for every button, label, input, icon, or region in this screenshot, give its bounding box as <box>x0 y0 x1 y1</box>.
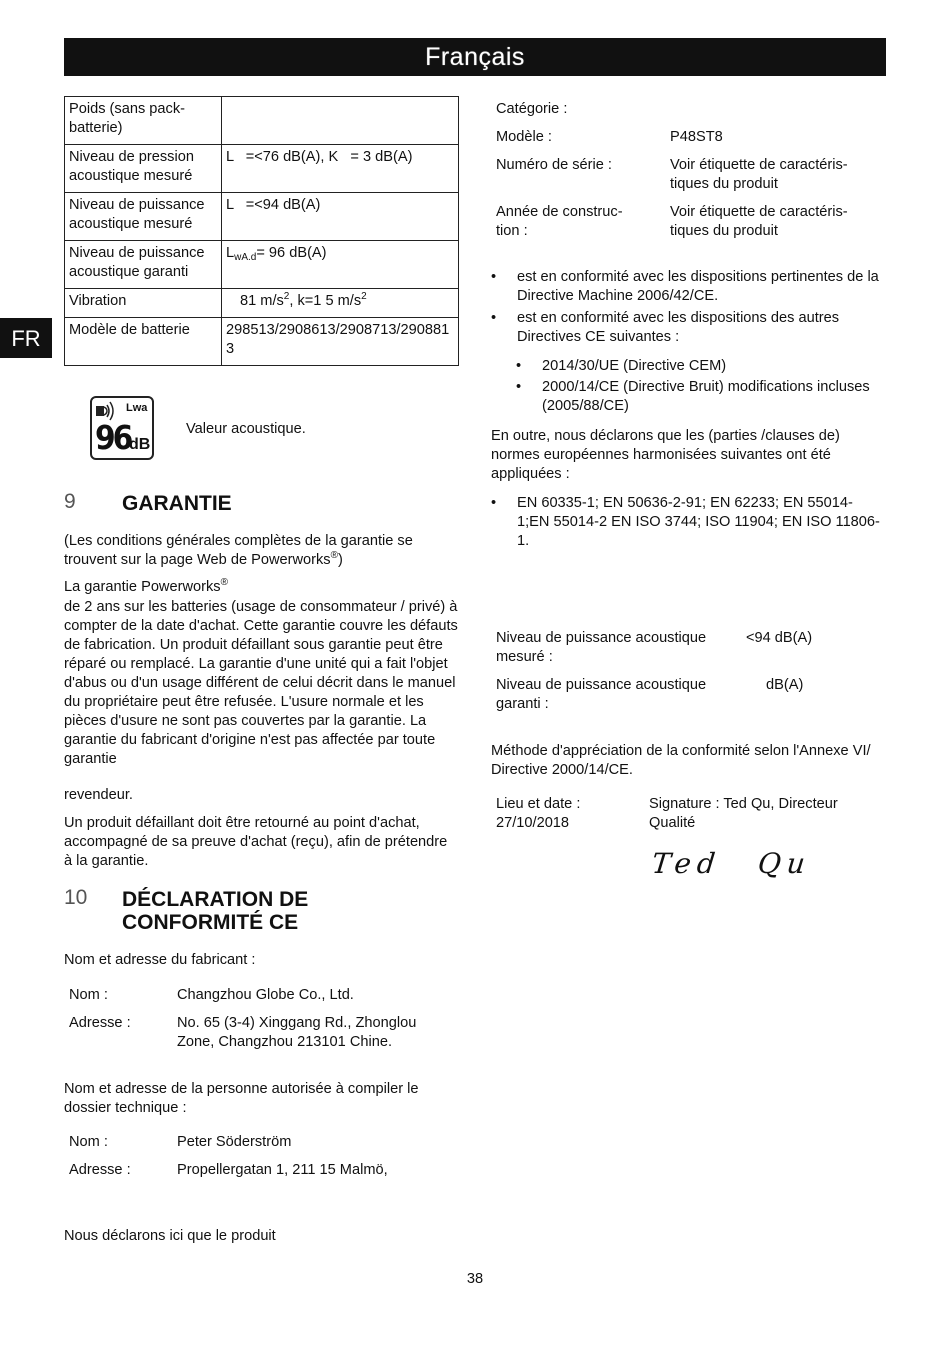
field-value: Propellergatan 1, 211 15 Malmö, <box>177 1162 388 1178</box>
registered-mark: ® <box>330 550 338 561</box>
section-title-line: DÉCLARATION DE <box>122 888 309 911</box>
vibration-b: , k=1 5 m/s <box>289 293 362 309</box>
field-label: Niveau de puissance acoustique garanti : <box>496 677 707 712</box>
field-value: Peter Söderström <box>177 1134 292 1150</box>
warranty-text: de 2 ans sur les batteries (usage de consommateur / privé) à compter de la date d'achat. Cette garantie couvre les défauts de fabrication. Un produit défaillant sous garantie peut être réparé ou remplacé. La garantie d'une unité qui a fait l'objet d'abus ou d'un usage différent de celui décrit dans le manuel du propriétaire peut être refusée. L'usure normale et les pièces d'usure ne sont pas couvertes par la garantie. La garantie du fabricant d'origine n'est pas affectée par toute garantie <box>64 599 458 767</box>
spec-value: L =<94 dB(A) <box>222 193 459 241</box>
field-label: Nom : <box>69 987 108 1003</box>
field-label: Numéro de série : <box>496 157 612 173</box>
spec-value <box>222 289 459 318</box>
field-label: Nom : <box>69 1134 108 1150</box>
field-value: P48ST8 <box>670 129 723 145</box>
manufacturer-name-row <box>69 986 459 1005</box>
bullet-icon: • <box>491 310 497 326</box>
field-label: Année de construc-tion : <box>496 204 623 239</box>
field-value: dB(A) <box>766 677 804 693</box>
warranty-return: Un produit défaillant doit être retourné au point d'achat, accompagné de sa preuve d'achat (reçu), afin de prétendre à la garantie. <box>64 815 448 869</box>
value-suffix: = 96 dB(A) <box>256 245 327 261</box>
manufacturer-info <box>69 986 459 1052</box>
section-10-heading <box>64 886 459 934</box>
field-value: Changzhou Globe Co., Ltd. <box>177 987 354 1003</box>
field-label: Modèle : <box>496 129 552 145</box>
signoff-row <box>496 795 876 833</box>
list-item-text: 2000/14/CE (Directive Bruit) modifications incluses (2005/88/CE) <box>542 379 870 414</box>
page-number: 38 <box>466 1271 484 1287</box>
list-item-text: est en conformité avec les dispositions pertinentes de la Directive Machine 2006/42/CE. <box>517 269 879 304</box>
superscript: 2 <box>283 291 290 302</box>
field-label: Adresse : <box>69 1015 131 1031</box>
warranty-body <box>64 578 459 769</box>
model-row <box>496 128 876 147</box>
conformity-list <box>491 268 881 416</box>
acoustic-unit: dB <box>129 436 151 453</box>
acoustic-caption: Valeur acoustique. <box>186 421 306 437</box>
list-item <box>491 357 881 376</box>
product-info <box>496 100 876 241</box>
field-label: Catégorie : <box>496 101 568 117</box>
warranty-reseller: revendeur. <box>64 787 133 803</box>
category-row <box>496 100 876 119</box>
list-item-text: EN 60335-1; EN 50636-2-91; EN 62233; EN 55014-1;EN 55014-2 EN ISO 3744; ISO 11904; EN ISO 11806-1. <box>517 495 880 549</box>
spec-value: L =<76 dB(A), K = 3 dB(A) <box>222 145 459 193</box>
place-date <box>496 795 649 833</box>
spec-value: 298513/2908613/2908713/2908813 <box>222 318 459 366</box>
field-label: Niveau de puissance acoustique mesuré : <box>496 630 707 665</box>
spec-table <box>64 96 459 366</box>
signature-label: Signature : Ted Qu, Directeur Qualité <box>649 796 838 831</box>
bullet-icon: • <box>516 358 522 374</box>
date-value: 27/10/2018 <box>496 815 570 831</box>
authorized-name-row <box>69 1133 459 1152</box>
handwritten-signature: Ted Qu <box>650 847 813 880</box>
header-title: Français <box>425 42 525 71</box>
section-title: GARANTIE <box>122 492 232 515</box>
bullet-icon: • <box>491 269 497 285</box>
declaration-statement: Nous déclarons ici que le produit <box>64 1228 276 1244</box>
section-title <box>122 888 308 934</box>
manufacturer-intro: Nom et adresse du fabricant : <box>64 952 256 968</box>
table-row <box>65 193 459 241</box>
section-number: 10 <box>64 886 88 909</box>
language-tab <box>0 318 52 358</box>
spec-label: Niveau de pression acoustique mesuré <box>65 145 222 193</box>
manufacturer-address-row <box>69 1014 459 1052</box>
vibration-a: 81 m/s <box>240 293 284 309</box>
section-title-line: CONFORMITÉ CE <box>122 911 299 934</box>
superscript: 2 <box>361 291 367 302</box>
standards-list <box>491 494 881 551</box>
page-header <box>64 38 886 76</box>
acoustic-symbol: Lwa <box>126 402 148 414</box>
field-value: Voir étiquette de caractéris-tiques du produit <box>670 157 848 192</box>
section-number: 9 <box>64 490 76 513</box>
year-row <box>496 203 876 241</box>
table-row <box>65 289 459 318</box>
measured-sound-row <box>496 629 876 667</box>
registered-mark: ® <box>220 577 228 588</box>
warranty-terms-end: ) <box>337 552 343 568</box>
spec-label: Modèle de batterie <box>65 318 222 366</box>
sound-power-table <box>496 629 876 714</box>
serial-row <box>496 156 876 194</box>
warranty-terms-text: (Les conditions générales complètes de la garantie se trouvent sur la page Web de Powerworks <box>64 533 413 568</box>
field-value: No. 65 (3-4) Xinggang Rd., Zhonglou Zone, Changzhou 213101 Chine. <box>177 1015 417 1050</box>
list-item <box>491 494 881 551</box>
language-tab-label: FR <box>11 325 41 351</box>
warranty-brand: La garantie Powerworks <box>64 579 221 595</box>
authorized-address-row <box>69 1161 459 1180</box>
value-subscript: wA.d <box>234 252 257 263</box>
conformity-method: Méthode d'appréciation de la conformité selon l'Annexe VI/ Directive 2000/14/CE. <box>491 743 871 778</box>
list-item-text: est en conformité avec les dispositions des autres Directives CE suivantes : <box>517 310 840 345</box>
bullet-icon: • <box>516 379 522 395</box>
bullet-icon: • <box>491 495 497 511</box>
list-item <box>491 378 881 416</box>
warranty-terms-note <box>64 532 459 571</box>
authorized-info <box>69 1133 459 1180</box>
spec-label: Niveau de puissance acoustique garanti <box>65 241 222 289</box>
spec-label: Poids (sans pack-batterie) <box>65 97 222 145</box>
guaranteed-sound-row <box>496 676 876 714</box>
value-prefix: L <box>226 245 235 261</box>
acoustic-value: 96 <box>95 418 131 457</box>
list-item-text: 2014/30/UE (Directive CEM) <box>542 358 727 374</box>
spec-value <box>222 241 459 289</box>
warranty-intro <box>64 578 459 598</box>
table-row <box>65 241 459 289</box>
table-row <box>65 145 459 193</box>
table-row <box>65 97 459 145</box>
field-value: Voir étiquette de caractéris-tiques du produit <box>670 204 848 239</box>
signoff-block <box>496 795 876 833</box>
spec-label: Niveau de puissance acoustique mesuré <box>65 193 222 241</box>
field-label: Adresse : <box>69 1162 131 1178</box>
list-item <box>491 268 881 306</box>
authorized-intro: Nom et adresse de la personne autorisée à compiler le dossier technique : <box>64 1081 419 1116</box>
table-row <box>65 318 459 366</box>
place-label: Lieu et date : <box>496 796 581 812</box>
list-item <box>491 309 881 347</box>
spec-value <box>222 97 459 145</box>
field-value: <94 dB(A) <box>746 630 813 646</box>
standards-intro: En outre, nous déclarons que les (parties /clauses de) normes européennes harmonisées suivantes ont été appliquées : <box>491 428 840 482</box>
section-9-heading <box>64 492 459 514</box>
acoustic-label-icon <box>90 396 154 460</box>
spec-label: Vibration <box>65 289 222 318</box>
